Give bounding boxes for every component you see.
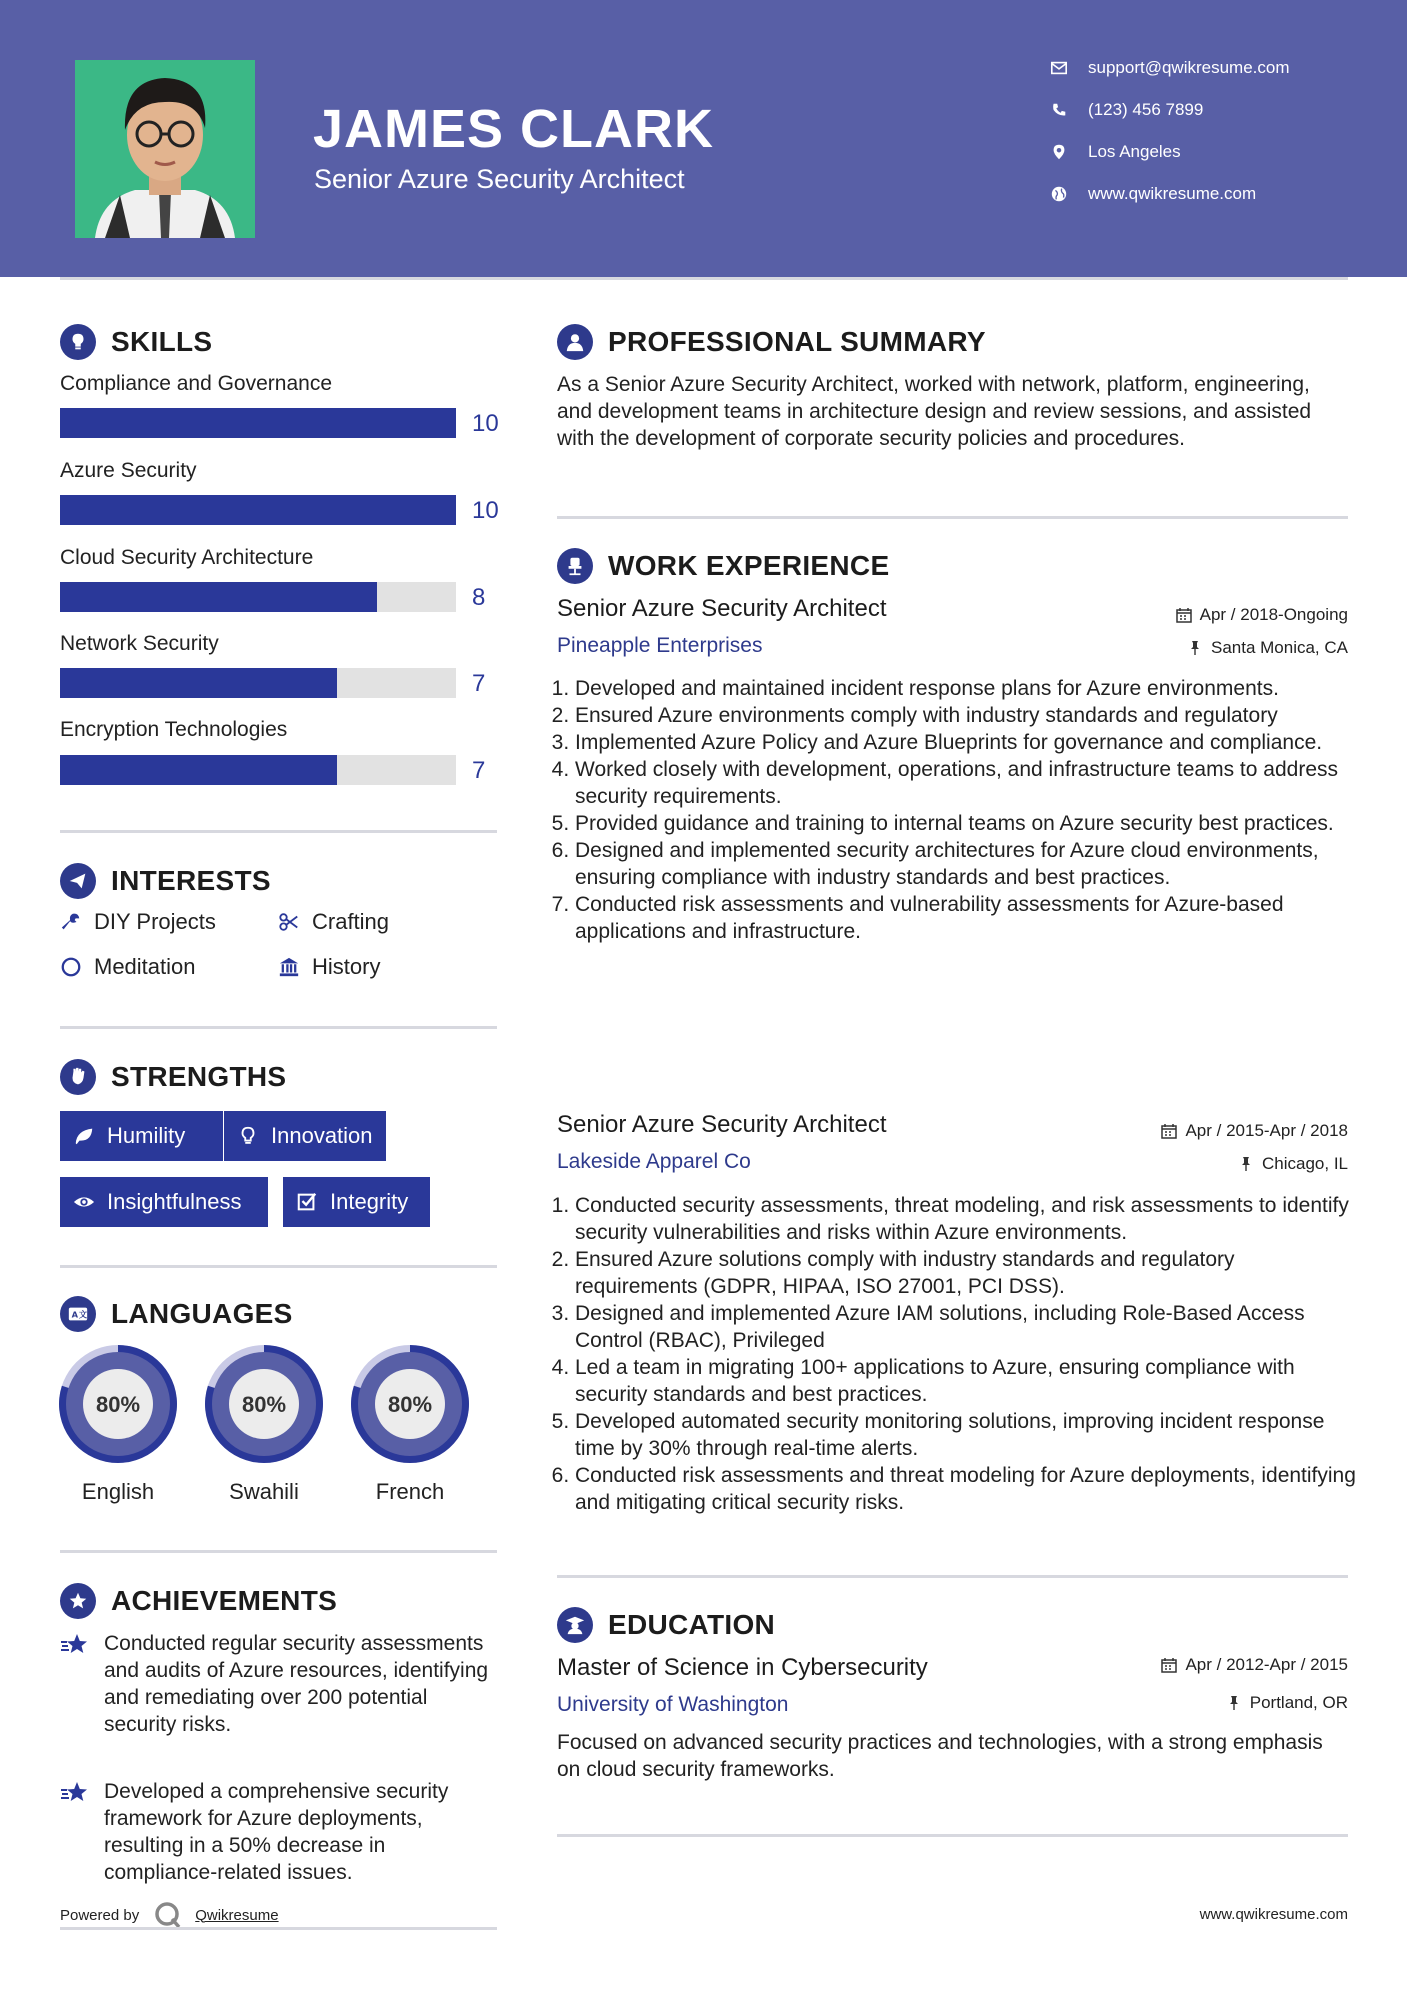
- contact-phone[interactable]: [1050, 100, 1203, 120]
- duty-item: 2. Ensured Azure solutions comply with industry standards and regulatory requirements (GDPR, HIPAA, ISO 27001, PCI DSS).: [575, 1246, 1360, 1300]
- duty-item: 7. Conducted risk assessments and vulnerability assessments for Azure-based applications and infrastructure.: [575, 891, 1355, 945]
- duty-item: 3. Designed and implemented Azure IAM solutions, including Role-Based Access Control (RBAC), Privileged: [575, 1300, 1360, 1354]
- skill-label: Compliance and Governance: [60, 372, 332, 395]
- skill-bar: [60, 668, 456, 698]
- section-divider: [557, 1834, 1348, 1837]
- skill-bar-fill: [60, 668, 337, 698]
- circle-icon: [60, 956, 82, 978]
- skill-bar: [60, 755, 456, 785]
- job-dates: Apr / 2015-Apr / 2018: [1000, 1121, 1348, 1141]
- lightbulb-outline-icon: [237, 1125, 259, 1147]
- interest-item: Crafting: [278, 909, 389, 935]
- profile-photo: [75, 60, 255, 238]
- user-icon: [557, 324, 593, 360]
- contact-website-text: www.qwikresume.com: [1088, 184, 1257, 203]
- language-item: [348, 1342, 472, 1505]
- office-chair-icon: [557, 548, 593, 584]
- summary-text: As a Senior Azure Security Architect, worked with network, platform, engineering, and development teams in architecture design and review sessions, and assisted with the development of corporate security policies and procedures.: [557, 373, 1312, 450]
- skill-value: 10: [472, 410, 499, 437]
- job-location: Chicago, IL: [1000, 1154, 1348, 1174]
- job-location: Santa Monica, CA: [1000, 638, 1348, 658]
- language-percent: 80%: [95, 1392, 141, 1417]
- summary-heading: PROFESSIONAL SUMMARY: [557, 324, 986, 360]
- skill-label: Network Security: [60, 632, 219, 655]
- duty-item: 1. Conducted security assessments, threat modeling, and risk assessments to identify security vulnerabilities and risks within Azure environments.: [575, 1192, 1360, 1246]
- job-duties: [557, 1192, 1360, 1516]
- duty-item: 6. Designed and implemented security architectures for Azure cloud environments, ensuring compliance with industry standards and best practices.: [575, 837, 1355, 891]
- duty-item: 2. Ensured Azure environments comply with industry standards and regulatory: [575, 702, 1355, 729]
- footer-website[interactable]: www.qwikresume.com: [1199, 1906, 1348, 1923]
- language-name: Swahili: [229, 1479, 299, 1504]
- job-duties: [557, 675, 1355, 945]
- qwikresume-link[interactable]: Qwikresume: [195, 1906, 279, 1924]
- education-heading: EDUCATION: [557, 1607, 775, 1643]
- candidate-title: Senior Azure Security Architect: [314, 164, 685, 194]
- skill-bar-fill: [60, 582, 377, 612]
- job-title: Senior Azure Security Architect: [557, 595, 887, 622]
- achievement-item: Developed a comprehensive security framework for Azure deployments, resulting in a 50% decrease in compliance-related issues.: [60, 1778, 500, 1886]
- interest-item: Meditation: [60, 954, 196, 980]
- duty-item: 5. Developed automated security monitoring solutions, improving incident response time by 30% through real-time alerts.: [575, 1408, 1360, 1462]
- calendar-icon: [1161, 1657, 1177, 1673]
- star-badge-icon: [60, 1583, 96, 1619]
- star-icon: [60, 1780, 90, 1806]
- duty-item: 1. Developed and maintained incident response plans for Azure environments.: [575, 675, 1355, 702]
- skill-value: 7: [472, 670, 486, 697]
- svg-text:文: 文: [78, 1309, 88, 1320]
- job-title: Senior Azure Security Architect: [557, 1111, 887, 1138]
- interest-item: DIY Projects: [60, 909, 216, 935]
- education-dates: Apr / 2012-Apr / 2015: [1000, 1655, 1348, 1675]
- skill-value: 8: [472, 584, 486, 611]
- header-divider: [60, 277, 1348, 280]
- experience-heading: WORK EXPERIENCE: [557, 548, 889, 584]
- duty-item: 5. Provided guidance and training to internal teams on Azure security best practices.: [575, 810, 1355, 837]
- wrench-icon: [60, 911, 82, 933]
- contact-website[interactable]: [1050, 184, 1256, 204]
- phone-icon: [1050, 101, 1068, 119]
- pushpin-icon: [1238, 1156, 1254, 1172]
- section-divider: [60, 1265, 497, 1268]
- section-divider: [60, 1927, 497, 1930]
- scissors-icon: [278, 911, 300, 933]
- language-ring: [56, 1342, 180, 1466]
- strength-chip: Innovation: [224, 1111, 386, 1161]
- company-name: Pineapple Enterprises: [557, 634, 763, 657]
- powered-by: Powered by Qwikresume: [60, 1900, 279, 1930]
- section-divider: [60, 830, 497, 833]
- calendar-icon: [1161, 1123, 1177, 1139]
- language-item: [56, 1342, 180, 1505]
- contact-location-text: Los Angeles: [1088, 142, 1181, 161]
- duty-item: 3. Implemented Azure Policy and Azure Blueprints for governance and compliance.: [575, 729, 1355, 756]
- strength-chip: Integrity: [283, 1177, 430, 1227]
- candidate-name: JAMES CLARK: [313, 99, 715, 159]
- lightbulb-icon: [60, 324, 96, 360]
- language-item: [202, 1342, 326, 1505]
- skill-bar-fill: [60, 495, 456, 525]
- svg-text:A: A: [71, 1309, 79, 1320]
- school-name: University of Washington: [557, 1693, 789, 1716]
- leaf-icon: [73, 1125, 95, 1147]
- interests-heading: INTERESTS: [60, 863, 271, 899]
- skill-label: Encryption Technologies: [60, 718, 288, 741]
- duty-item: 6. Conducted risk assessments and threat modeling for Azure deployments, identifying and mitigating critical security risks.: [575, 1462, 1360, 1516]
- skill-bar: [60, 582, 456, 612]
- education-location: Portland, OR: [1000, 1693, 1348, 1713]
- museum-icon: [278, 956, 300, 978]
- pushpin-icon: [1187, 640, 1203, 656]
- skills-heading: SKILLS: [60, 324, 212, 360]
- achievement-item: Conducted regular security assessments and audits of Azure resources, identifying and remediating over 200 potential security risks.: [60, 1630, 500, 1738]
- skill-bar-fill: [60, 408, 456, 438]
- star-icon: [60, 1632, 90, 1658]
- language-name: French: [375, 1479, 445, 1504]
- skill-bar-fill: [60, 755, 337, 785]
- section-divider: [557, 516, 1348, 519]
- education-description: Focused on advanced security practices and technologies, with a strong emphasis on cloud security frameworks.: [557, 1731, 1323, 1781]
- strengths-heading: STRENGTHS: [60, 1059, 286, 1095]
- skill-bar: [60, 408, 456, 438]
- calendar-icon: [1176, 607, 1192, 623]
- job-dates: Apr / 2018-Ongoing: [1000, 605, 1348, 625]
- qwikresume-logo-icon: [153, 1900, 183, 1930]
- fist-icon: [60, 1059, 96, 1095]
- skill-value: 7: [472, 757, 486, 784]
- envelope-icon: [1050, 59, 1068, 77]
- language-percent: 80%: [387, 1392, 433, 1417]
- contact-location: [1050, 142, 1181, 162]
- languages-heading: A 文 LANGUAGES: [60, 1296, 293, 1332]
- strength-chip: Humility: [60, 1111, 223, 1161]
- language-percent: 80%: [241, 1392, 287, 1417]
- achievements-heading: ACHIEVEMENTS: [60, 1583, 337, 1619]
- section-divider: [557, 1575, 1348, 1578]
- contact-email[interactable]: [1050, 58, 1290, 78]
- duty-item: 4. Led a team in migrating 100+ applications to Azure, ensuring compliance with security standards and best practices.: [575, 1354, 1360, 1408]
- globe-icon: [1050, 185, 1068, 203]
- company-name: Lakeside Apparel Co: [557, 1150, 751, 1173]
- checkbox-icon: [296, 1191, 318, 1213]
- language-ring: [202, 1342, 326, 1466]
- degree-title: Master of Science in Cybersecurity: [557, 1654, 928, 1681]
- section-divider: [60, 1550, 497, 1553]
- skill-bar: [60, 495, 456, 525]
- skill-value: 10: [472, 497, 499, 524]
- strength-chip: Insightfulness: [60, 1177, 268, 1227]
- interest-item: History: [278, 954, 380, 980]
- contact-phone-text: (123) 456 7899: [1088, 100, 1204, 119]
- map-pin-icon: [1050, 143, 1068, 161]
- contact-email-text: support@qwikresume.com: [1088, 58, 1290, 77]
- skill-label: Azure Security: [60, 459, 197, 482]
- duty-item: 4. Worked closely with development, operations, and infrastructure teams to address security requirements.: [575, 756, 1355, 810]
- eye-icon: [73, 1191, 95, 1213]
- section-divider: [60, 1026, 497, 1029]
- translate-icon: [60, 1296, 96, 1332]
- language-ring: [348, 1342, 472, 1466]
- skill-label: Cloud Security Architecture: [60, 546, 314, 569]
- graduate-icon: [557, 1607, 593, 1643]
- paper-plane-icon: [60, 863, 96, 899]
- language-name: English: [81, 1479, 155, 1504]
- pushpin-icon: [1226, 1695, 1242, 1711]
